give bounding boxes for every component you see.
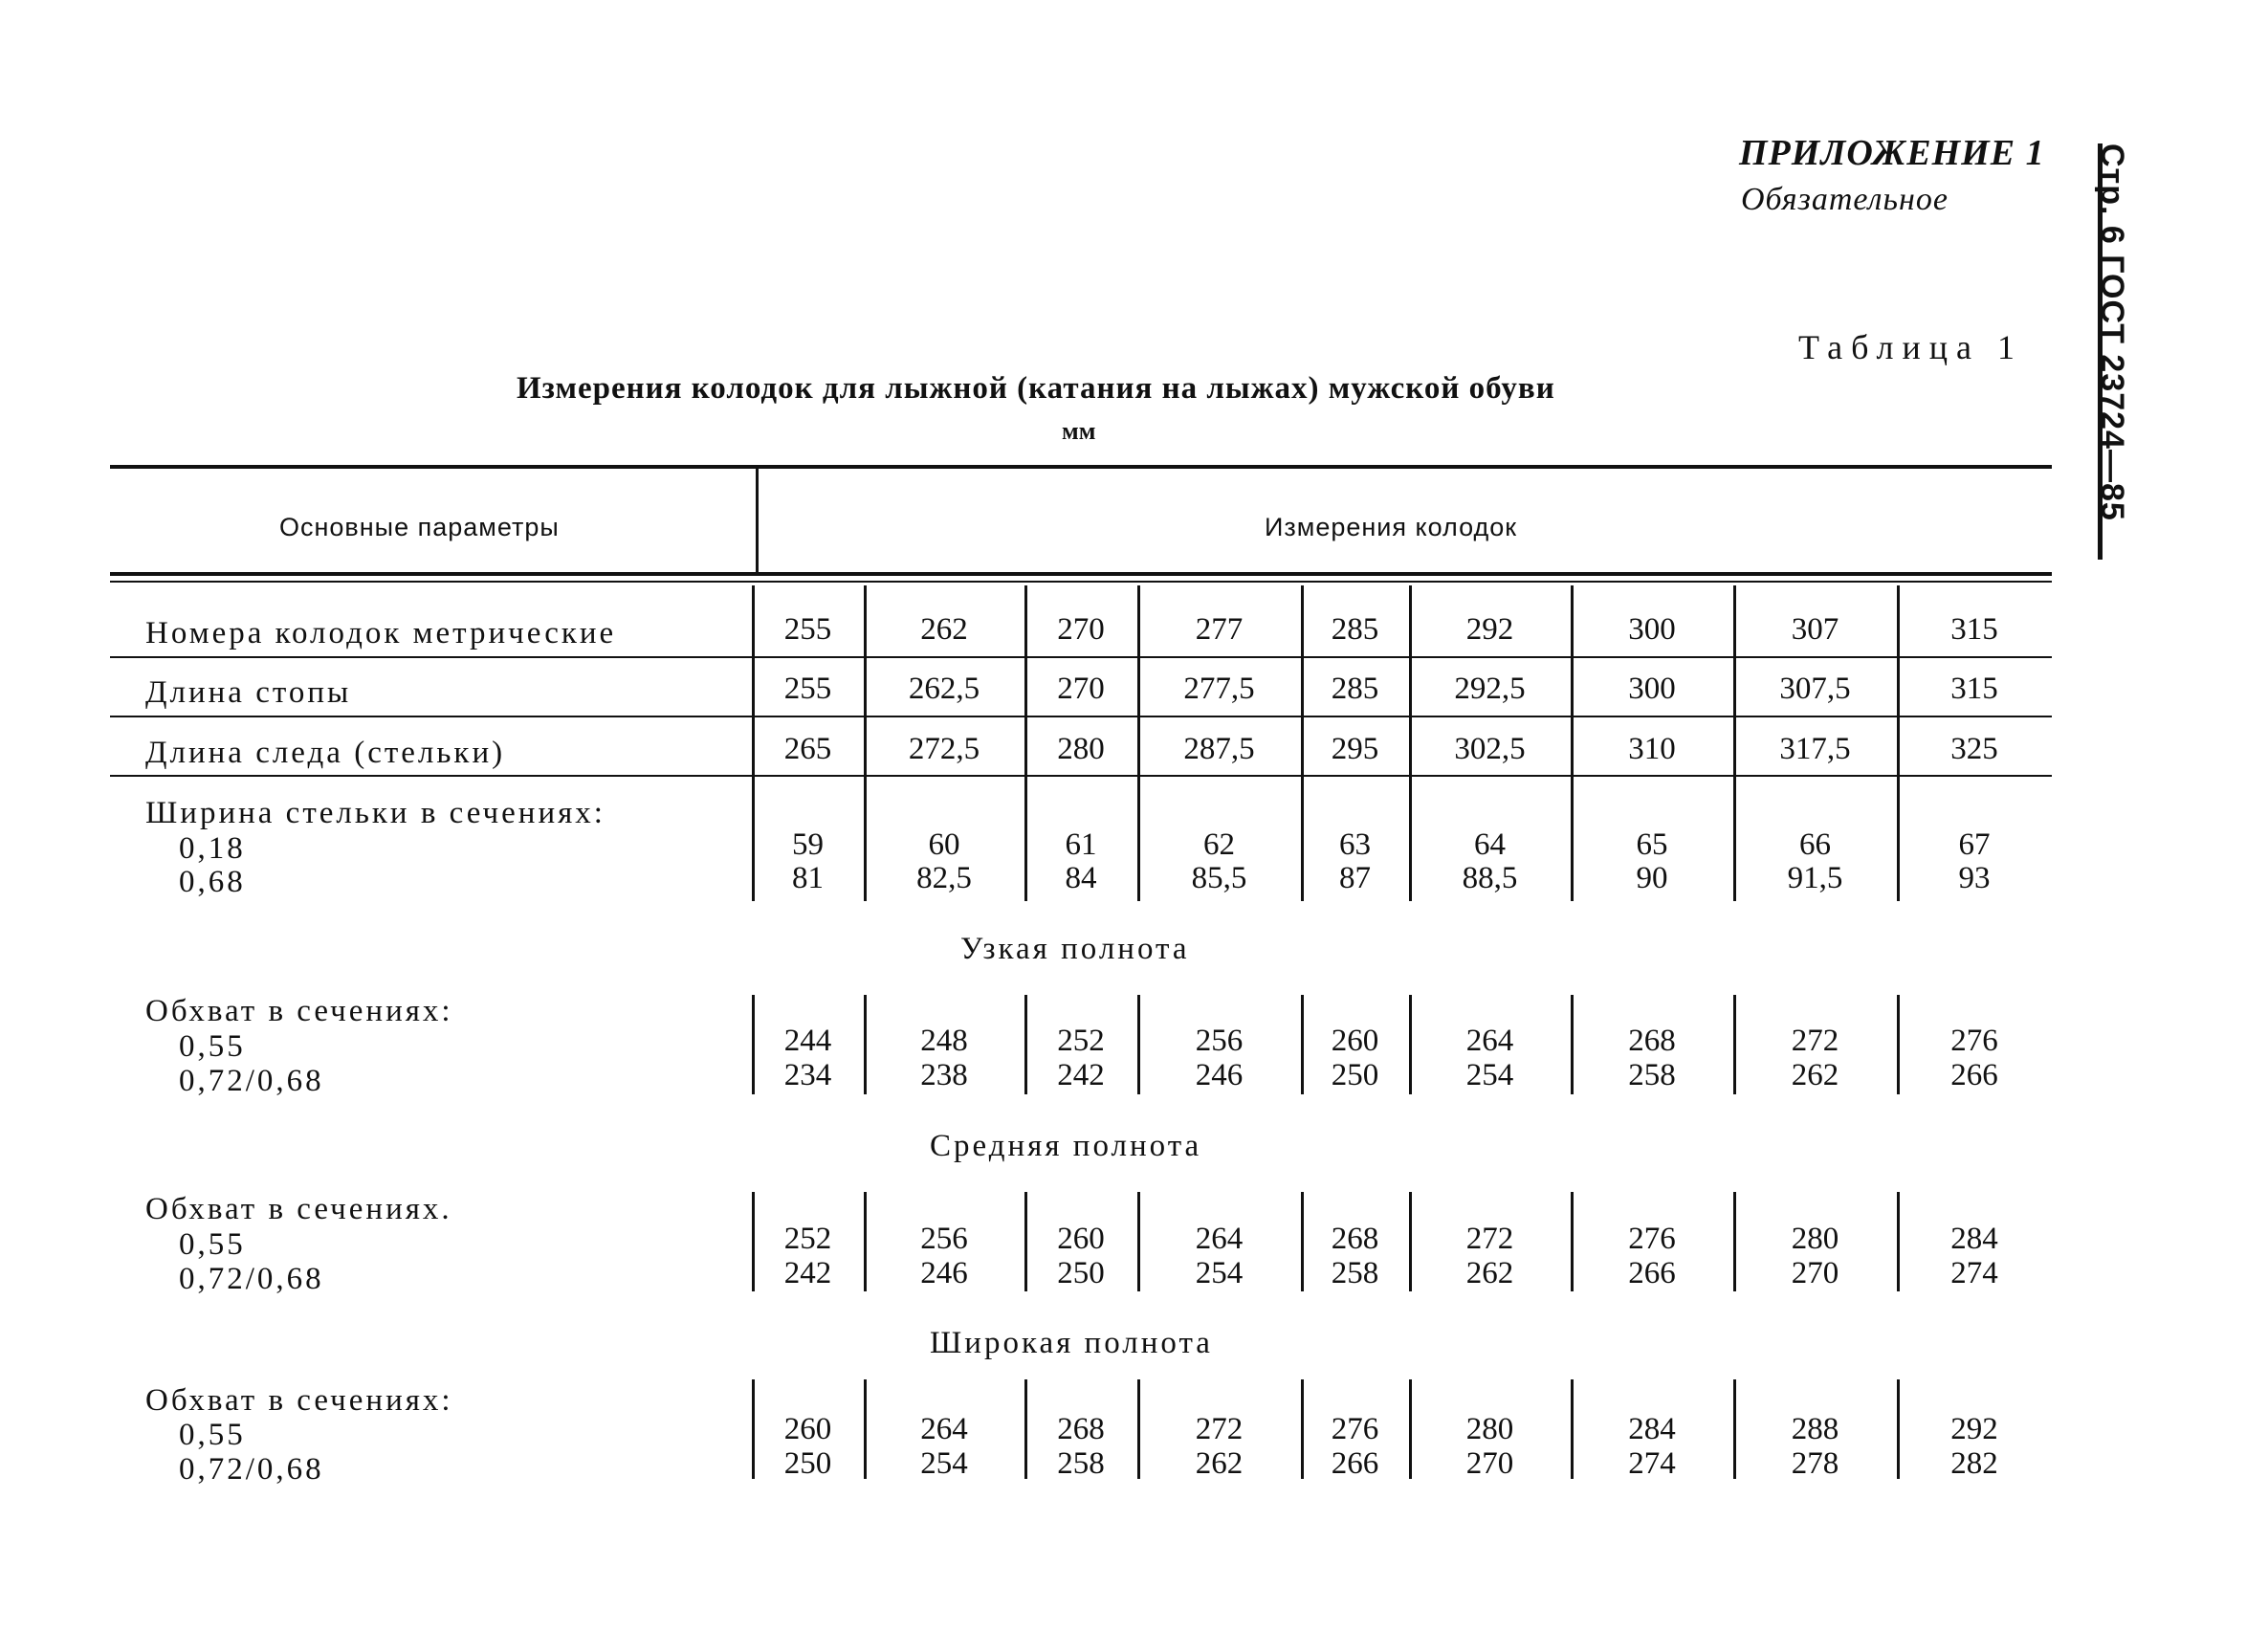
girth-value: 288 bbox=[1791, 1412, 1839, 1446]
girth-value: 282 bbox=[1950, 1446, 1998, 1481]
width-value: 65 bbox=[1636, 827, 1668, 862]
cell-value: 307 bbox=[1791, 612, 1839, 647]
girth-value: 250 bbox=[783, 1446, 832, 1481]
girth-label: Обхват в сечениях. bbox=[145, 1192, 452, 1226]
section-title-medium: Средняя полнота bbox=[930, 1129, 1202, 1163]
cell-value: 315 bbox=[1950, 672, 1998, 706]
section-title-narrow: Узкая полнота bbox=[960, 932, 1190, 966]
girth-value: 258 bbox=[1628, 1058, 1676, 1092]
width-value: 85,5 bbox=[1191, 861, 1247, 895]
column-rule bbox=[1733, 1192, 1736, 1291]
column-rule bbox=[1571, 585, 1574, 901]
column-rule bbox=[864, 1379, 867, 1479]
cell-value: 270 bbox=[1057, 672, 1105, 706]
girth-value: 252 bbox=[783, 1222, 832, 1256]
girth-value: 264 bbox=[1465, 1024, 1514, 1058]
girth-value: 272 bbox=[1791, 1024, 1839, 1058]
width-value: 61 bbox=[1065, 827, 1097, 862]
girth-value: 242 bbox=[1057, 1058, 1105, 1092]
width-value: 93 bbox=[1958, 861, 1991, 895]
width-value: 81 bbox=[792, 861, 824, 895]
column-rule bbox=[1301, 995, 1304, 1094]
girth-value: 250 bbox=[1331, 1058, 1379, 1092]
cell-value: 277,5 bbox=[1183, 672, 1255, 706]
girth-value: 234 bbox=[783, 1058, 832, 1092]
girth-value: 254 bbox=[1465, 1058, 1514, 1092]
cell-value: 272,5 bbox=[908, 732, 980, 766]
column-rule bbox=[1301, 1379, 1304, 1479]
col-header-measures: Измерения колодок bbox=[1265, 513, 1518, 541]
girth-value: 246 bbox=[1195, 1058, 1244, 1092]
cell-value: 292,5 bbox=[1454, 672, 1526, 706]
girth-value: 278 bbox=[1791, 1446, 1839, 1481]
column-rule bbox=[752, 1379, 755, 1479]
width-sub-label: 0,68 bbox=[179, 865, 246, 899]
row-rule bbox=[110, 716, 2052, 717]
column-rule bbox=[1897, 1192, 1900, 1291]
column-rule bbox=[1733, 585, 1736, 901]
girth-value: 292 bbox=[1950, 1412, 1998, 1446]
column-rule bbox=[1137, 995, 1140, 1094]
table-top-rule bbox=[110, 465, 2052, 469]
girth-value: 256 bbox=[1195, 1024, 1244, 1058]
girth-sub-label: 0,55 bbox=[179, 1029, 246, 1064]
girth-sub-label: 0,55 bbox=[179, 1227, 246, 1262]
girth-value: 246 bbox=[920, 1256, 968, 1290]
girth-value: 270 bbox=[1791, 1256, 1839, 1290]
header-bottom-rule-thin bbox=[110, 581, 2052, 583]
width-value: 66 bbox=[1799, 827, 1831, 862]
width-value: 59 bbox=[792, 827, 824, 862]
girth-value: 260 bbox=[1057, 1222, 1105, 1256]
girth-value: 260 bbox=[1331, 1024, 1379, 1058]
row-label: Номера колодок метрические bbox=[145, 616, 617, 650]
column-rule bbox=[1409, 1192, 1412, 1291]
cell-value: 262 bbox=[920, 612, 968, 647]
girth-value: 258 bbox=[1331, 1256, 1379, 1290]
width-value: 87 bbox=[1339, 861, 1371, 895]
column-rule bbox=[752, 1192, 755, 1291]
column-rule bbox=[1571, 995, 1574, 1094]
width-label: Ширина стельки в сечениях: bbox=[145, 796, 606, 830]
girth-value: 268 bbox=[1628, 1024, 1676, 1058]
width-value: 60 bbox=[928, 827, 960, 862]
girth-value: 272 bbox=[1195, 1412, 1244, 1446]
column-rule bbox=[1897, 585, 1900, 901]
width-value: 62 bbox=[1203, 827, 1235, 862]
girth-value: 276 bbox=[1628, 1222, 1676, 1256]
column-rule bbox=[1137, 1192, 1140, 1291]
cell-value: 292 bbox=[1465, 612, 1514, 647]
girth-sub-label: 0,72/0,68 bbox=[179, 1452, 324, 1487]
row-label: Длина следа (стельки) bbox=[145, 736, 506, 770]
girth-value: 276 bbox=[1331, 1412, 1379, 1446]
girth-value: 264 bbox=[1195, 1222, 1244, 1256]
width-value: 82,5 bbox=[916, 861, 972, 895]
girth-value: 266 bbox=[1950, 1058, 1998, 1092]
col-header-params: Основные параметры bbox=[279, 513, 560, 541]
column-rule bbox=[1733, 995, 1736, 1094]
girth-value: 248 bbox=[920, 1024, 968, 1058]
cell-value: 307,5 bbox=[1779, 672, 1851, 706]
girth-value: 242 bbox=[783, 1256, 832, 1290]
width-value: 91,5 bbox=[1787, 861, 1843, 895]
girth-value: 280 bbox=[1465, 1412, 1514, 1446]
width-value: 90 bbox=[1636, 861, 1668, 895]
column-rule bbox=[1024, 1192, 1027, 1291]
girth-value: 266 bbox=[1628, 1256, 1676, 1290]
cell-value: 317,5 bbox=[1779, 732, 1851, 766]
units-label: мм bbox=[1062, 417, 1096, 445]
column-rule bbox=[1571, 1192, 1574, 1291]
column-rule bbox=[1897, 1379, 1900, 1479]
column-rule bbox=[1571, 1379, 1574, 1479]
girth-value: 280 bbox=[1791, 1222, 1839, 1256]
cell-value: 265 bbox=[783, 732, 832, 766]
girth-value: 276 bbox=[1950, 1024, 1998, 1058]
row-rule bbox=[110, 775, 2052, 777]
cell-value: 287,5 bbox=[1183, 732, 1255, 766]
cell-value: 270 bbox=[1057, 612, 1105, 647]
girth-value: 238 bbox=[920, 1058, 968, 1092]
column-rule bbox=[1409, 995, 1412, 1094]
cell-value: 315 bbox=[1950, 612, 1998, 647]
side-label-wrap bbox=[2085, 143, 2152, 555]
width-value: 88,5 bbox=[1462, 861, 1518, 895]
row-rule bbox=[110, 656, 2052, 658]
cell-value: 302,5 bbox=[1454, 732, 1526, 766]
section-title-wide: Широкая полнота bbox=[930, 1326, 1213, 1360]
girth-value: 244 bbox=[783, 1024, 832, 1058]
girth-value: 260 bbox=[783, 1412, 832, 1446]
girth-value: 252 bbox=[1057, 1024, 1105, 1058]
column-rule bbox=[864, 995, 867, 1094]
girth-sub-label: 0,55 bbox=[179, 1418, 246, 1452]
cell-value: 300 bbox=[1628, 672, 1676, 706]
girth-value: 264 bbox=[920, 1412, 968, 1446]
girth-value: 284 bbox=[1950, 1222, 1998, 1256]
girth-value: 284 bbox=[1628, 1412, 1676, 1446]
width-value: 84 bbox=[1065, 861, 1097, 895]
girth-value: 272 bbox=[1465, 1222, 1514, 1256]
width-value: 67 bbox=[1958, 827, 1991, 862]
girth-value: 254 bbox=[920, 1446, 968, 1481]
girth-value: 256 bbox=[920, 1222, 968, 1256]
girth-sub-label: 0,72/0,68 bbox=[179, 1064, 324, 1098]
header-divider bbox=[756, 469, 759, 574]
width-value: 63 bbox=[1339, 827, 1371, 862]
cell-value: 295 bbox=[1331, 732, 1379, 766]
girth-sub-label: 0,72/0,68 bbox=[179, 1262, 324, 1296]
cell-value: 285 bbox=[1331, 612, 1379, 647]
column-rule bbox=[1301, 1192, 1304, 1291]
cell-value: 280 bbox=[1057, 732, 1105, 766]
column-rule bbox=[1024, 995, 1027, 1094]
cell-value: 255 bbox=[783, 612, 832, 647]
column-rule bbox=[1137, 1379, 1140, 1479]
column-rule bbox=[752, 995, 755, 1094]
girth-value: 268 bbox=[1331, 1222, 1379, 1256]
girth-value: 270 bbox=[1465, 1446, 1514, 1481]
column-rule bbox=[1409, 1379, 1412, 1479]
cell-value: 285 bbox=[1331, 672, 1379, 706]
width-value: 64 bbox=[1474, 827, 1506, 862]
column-rule bbox=[1024, 1379, 1027, 1479]
table-title: Измерения колодок для лыжной (катания на лыжах) мужской обуви bbox=[517, 371, 1555, 406]
girth-value: 262 bbox=[1791, 1058, 1839, 1092]
cell-value: 262,5 bbox=[908, 672, 980, 706]
column-rule bbox=[1733, 1379, 1736, 1479]
cell-value: 310 bbox=[1628, 732, 1676, 766]
girth-value: 266 bbox=[1331, 1446, 1379, 1481]
girth-value: 262 bbox=[1195, 1446, 1244, 1481]
cell-value: 325 bbox=[1950, 732, 1998, 766]
header-bottom-rule bbox=[110, 572, 2052, 576]
girth-value: 254 bbox=[1195, 1256, 1244, 1290]
side-page-label: Стр. 6 ГОСТ 23724—85 bbox=[2094, 143, 2130, 521]
girth-value: 262 bbox=[1465, 1256, 1514, 1290]
appendix-title: ПРИЛОЖЕНИЕ 1 bbox=[1739, 133, 2045, 173]
girth-value: 274 bbox=[1628, 1446, 1676, 1481]
cell-value: 255 bbox=[783, 672, 832, 706]
girth-value: 274 bbox=[1950, 1256, 1998, 1290]
cell-value: 300 bbox=[1628, 612, 1676, 647]
girth-label: Обхват в сечениях: bbox=[145, 994, 453, 1028]
girth-value: 250 bbox=[1057, 1256, 1105, 1290]
column-rule bbox=[1897, 995, 1900, 1094]
cell-value: 277 bbox=[1195, 612, 1244, 647]
width-sub-label: 0,18 bbox=[179, 831, 246, 866]
appendix-note: Обязательное bbox=[1741, 182, 1949, 217]
girth-label: Обхват в сечениях: bbox=[145, 1383, 453, 1418]
column-rule bbox=[864, 1192, 867, 1291]
row-label: Длина стопы bbox=[145, 675, 352, 710]
girth-value: 268 bbox=[1057, 1412, 1105, 1446]
girth-value: 258 bbox=[1057, 1446, 1105, 1481]
table-number: Таблица 1 bbox=[1798, 328, 2023, 366]
